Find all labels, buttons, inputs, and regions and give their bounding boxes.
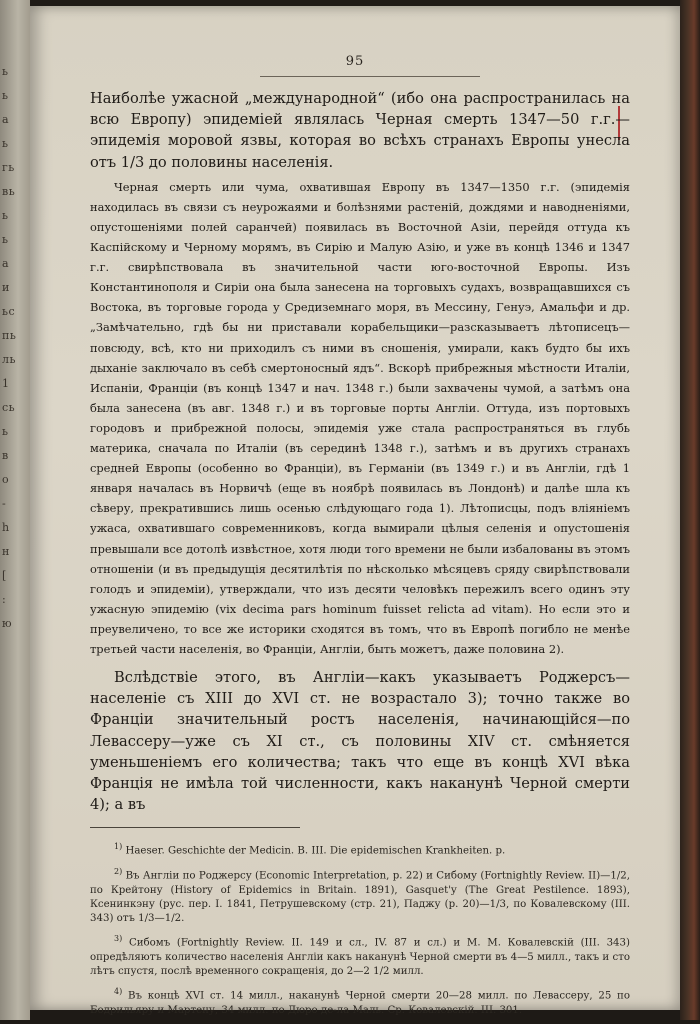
book-page bbox=[30, 6, 680, 1016]
facing-page-text: ь ь а ь гь вь ь ь а и ьс пь ль 1 сь ь в о - h н [ : ю bbox=[2, 65, 17, 630]
page-number-rule bbox=[260, 76, 480, 77]
page-body bbox=[90, 88, 630, 1024]
book-cover-edge bbox=[680, 0, 700, 1020]
footnote bbox=[90, 985, 630, 1018]
footnote-mark: 3) bbox=[114, 934, 123, 944]
page-number: 95 bbox=[345, 54, 365, 69]
footnote-mark: 1) bbox=[114, 842, 123, 852]
footnote-text: Haeser. Geschichte der Medicin. B. III. Die epidemischen Krankheiten. p. bbox=[125, 845, 506, 857]
paragraph-consequences: Вслѣдствіе этого, въ Англіи—какъ указываетъ Роджерсъ—населеніе съ XIII до XVI ст. не возрастало 3); точно также во Франціи значительный ростъ населенія, начинающійся—по Левассеру—уже съ XI ст., съ половины XIV ст. смѣняется уменьшеніемъ его количества; такъ что еще въ концѣ XVI вѣка Франція не имѣла той численности, какъ наканунѣ Черной смерти 4); а въ bbox=[90, 669, 630, 814]
footnote-text: Въ Англіи по Роджерсу (Economic Interpretation, p. 22) и Сибому (Fortnightly Review. II)—1/2, по Крейтону (History of Epidemics in Britain. 1891), Gasquet'y (The Great Pestilence. 1893), Ксенинкэну (рус. пер. I. 1841, Петрушевскому (стр. 21), Паджу (p. 20)—1/3, по Ковалевскому (III. 343) отъ 1/3—1/2. bbox=[90, 870, 630, 925]
footnote-mark: 4) bbox=[114, 987, 123, 997]
footnote bbox=[90, 932, 630, 979]
footnote-mark: 2) bbox=[114, 867, 123, 877]
footnote bbox=[90, 840, 630, 859]
footnote-rule bbox=[90, 827, 300, 828]
footnote bbox=[90, 865, 630, 926]
facing-page-edge bbox=[0, 0, 30, 1020]
footnote-text: Въ концѣ XVI ст. 14 милл., наканунѣ Черной смерти 20—28 милл. по Левассеру, 25 по Бодрильяру и Мартену, 34 милл. по Дюро де-ла Маль. Ср. Ковалевскій. III. 301. bbox=[90, 990, 630, 1016]
paragraph-black-death: Черная смерть или чума, охватившая Европу въ 1347—1350 г.г. (эпидемія находилась въ связи съ неурожаями и болѣзнями растеній, дождями и наводненіями, опустошеніями полей саранчей) появилась въ Восточной Азіи, перейдя оттуда къ Каспійскому и Черному морямъ, въ Сирію и Малую Азію, и уже въ концѣ 1346 и 1347 г.г. свирѣпствовала въ значительной части юго-восточной Европы. Изъ Константинополя и Сиріи она была занесена на торговыхъ судахъ, возвращавшихся съ Востока, въ торговые города у Средиземнаго моря, въ Мессину, Генуэ, Амальфи и др. „Замѣчательно, гдѣ бы ни приставали корабельщики—разсказываетъ лѣтописецъ—повсюду, всѣ, кто ни приходилъ съ ними въ сношенія, умирали, какъ будто бы ихъ дыханіе заключало въ себѣ смертоносный ядъ“. Вскорѣ прибрежныя мѣстности Италіи, Испаніи, Франціи (въ концѣ 1347 и нач. 1348 г.) были захвачены чумой, а затѣмъ она была занесена (въ авг. 1348 г.) и въ торговые порты Англіи. Оттуда, изъ портовыхъ городовъ и прибрежной полосы, эпидемія уже стала распространяться въ глубь материка, сначала по Италіи (въ серединѣ 1348 г.), затѣмъ и въ другихъ странахъ средней Европы (особенно во Франціи), въ Германіи (въ 1349 г.) и въ Англіи, гдѣ 1 января началась въ Норвичѣ (еще въ ноябрѣ появилась въ Лондонѣ) и далѣе шла къ сѣверу, прекратившись лишь осенью слѣдующаго года 1). Лѣтописцы, подъ вліяніемъ ужаса, охватившаго современниковъ, когда вымирали цѣлыя селенія и опустошенія превышали все дотолѣ извѣстное, хотя люди того времени не были избалованы въ этомъ отношеніи (и въ предыдущія десятилѣтія по нѣсколько мѣсяцевъ сряду свирѣпствовали голодъ и эпидеміи), утверждали, что изъ десяти человѣкъ пережилъ всего одинъ эту ужасную эпидемію (vix decima pars hominum fuisset relicta ad vitam). Но если это и преувеличено, то все же историки сходятся въ томъ, что въ Европѣ погибло не менѣе третьей части населенія, во Франціи, Англіи, быть можетъ, даже половина 2). bbox=[90, 179, 630, 656]
footnotes bbox=[90, 840, 630, 1018]
footnote-text: Сибомъ (Fortnightly Review. II. 149 и сл., IV. 87 и сл.) и М. М. Ковалевскій (III. 343) опредѣляютъ количество населенія Англіи какъ наканунѣ Черной смерти въ 4—5 милл., такъ и сто лѣтъ спустя, послѣ временного сокращенія, до 2—2 1/2 милл. bbox=[90, 937, 630, 978]
paragraph-intro: Наиболѣе ужасной „международной“ (ибо она распространилась на всю Европу) эпидеміей являлась Черная смерть 1347—50 г.г.—эпидемія моровой язвы, которая во всѣхъ странахъ Европы унесла отъ 1/3 до половины населенія. bbox=[90, 90, 630, 171]
